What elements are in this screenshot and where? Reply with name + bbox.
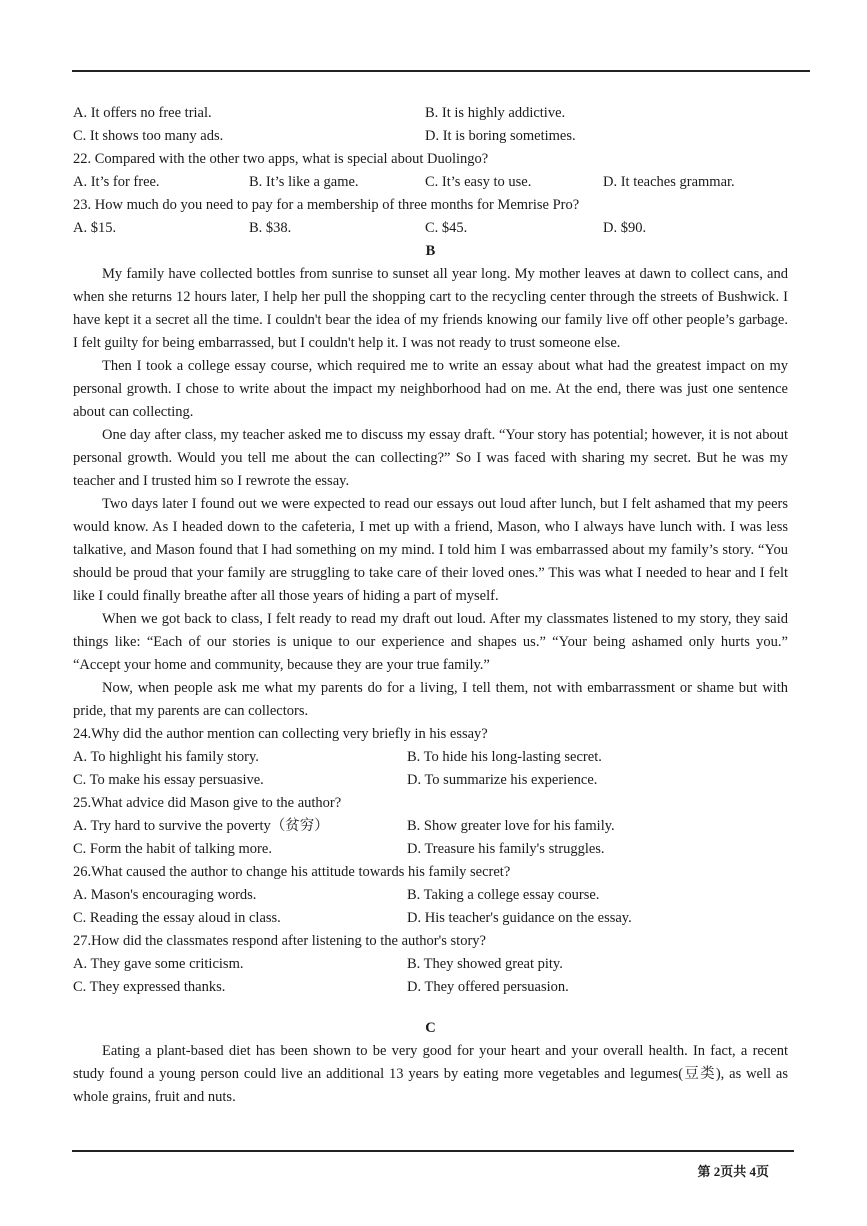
q26-options-row-1 [73, 884, 788, 907]
section-b-paragraph-4: Two days later I found out we were expected to read our essays out loud after lunch, but I felt ashamed that my peers would know. As I headed down to the cafeteria, I met up with a friend, Mason, who I always have lunch with. I was less talkative, and Mason found that I had something on my mind. I told him I was embarrassed about my family’s story. “You should be proud that your family are struggling to take care of their loved ones.” This was what I needed to hear and I felt like I could finally breathe after all those years of hiding a part of myself. [73, 496, 788, 604]
footer-rule [72, 1150, 794, 1152]
q27-option-a: A. They gave some criticism. [73, 956, 244, 972]
q27-option-d: D. They offered persuasion. [407, 979, 569, 995]
section-b-paragraph-1: My family have collected bottles from sunrise to sunset all year long. My mother leaves at dawn to collect cans, and when she returns 12 hours later, I help her pull the shopping cart to the recycling center through the streets of Bushwick. I have kept it a secret all the time. I couldn't bear the idea of my friends knowing our family live off other people’s garbage. I felt guilty for being embarrassed, but I couldn't help it. I was not ready to trust someone else. [73, 266, 788, 351]
q27-option-c: C. They expressed thanks. [73, 979, 226, 995]
q22-options-row [73, 171, 788, 194]
q22-option-b: B. It’s like a game. [249, 174, 359, 190]
q22-stem: 22. Compared with the other two apps, what is special about Duolingo? [73, 151, 489, 167]
q23-option-a: A. $15. [73, 220, 117, 236]
section-c-paragraph: Eating a plant-based diet has been shown to be very good for your heart and your overall health. In fact, a recent study found a young person could live an additional 13 years by eating more vegetables and legumes(豆类), as well as whole grains, fruit and nuts. [73, 1043, 788, 1105]
q25-option-b: B. Show greater love for his family. [407, 818, 615, 834]
q21-option-a: A. It offers no free trial. [73, 105, 212, 121]
q22-option-a: A. It’s for free. [73, 174, 160, 190]
q25-stem: 25.What advice did Mason give to the author? [73, 795, 342, 811]
section-b-paragraph-6: Now, when people ask me what my parents do for a living, I tell them, not with embarrassment or shame but with pride, that my parents are can collectors. [73, 680, 788, 719]
q26-option-c: C. Reading the essay aloud in class. [73, 910, 281, 926]
section-b-heading: B [425, 243, 436, 259]
q26-option-a: A. Mason's encouraging words. [73, 887, 257, 903]
q27-stem: 27.How did the classmates respond after listening to the author's story? [73, 933, 486, 949]
q25-option-d: D. Treasure his family's struggles. [407, 841, 605, 857]
q22-option-c: C. It’s easy to use. [425, 174, 532, 190]
q21-options-row-1 [73, 102, 788, 125]
q24-option-a: A. To highlight his family story. [73, 749, 259, 765]
q24-options-row-2 [73, 769, 788, 792]
q23-stem: 23. How much do you need to pay for a membership of three months for Memrise Pro? [73, 197, 580, 213]
q22-option-d: D. It teaches grammar. [603, 174, 735, 190]
section-b-paragraph-5: When we got back to class, I felt ready to read my draft out loud. After my classmates listened to my story, they said things like: “Each of our stories is unique to our experience and shapes us.” “Your being ashamed only hurts you.” “Accept your home and community, because they are your true family.” [73, 611, 788, 673]
q27-options-row-2 [73, 976, 788, 999]
exam-page [73, 102, 788, 1109]
q24-stem: 24.Why did the author mention can collecting very briefly in his essay? [73, 726, 488, 742]
q27-options-row-1 [73, 953, 788, 976]
q23-option-b: B. $38. [249, 220, 292, 236]
q24-options-row-1 [73, 746, 788, 769]
q23-option-c: C. $45. [425, 220, 468, 236]
q23-option-d: D. $90. [603, 220, 647, 236]
q26-stem: 26.What caused the author to change his attitude towards his family secret? [73, 864, 511, 880]
q26-option-d: D. His teacher's guidance on the essay. [407, 910, 632, 926]
header-rule [72, 70, 810, 72]
q25-options-row-2 [73, 838, 788, 861]
q25-option-a: A. Try hard to survive the poverty（贫穷） [73, 818, 329, 834]
q21-option-c: C. It shows too many ads. [73, 128, 224, 144]
q26-option-b: B. Taking a college essay course. [407, 887, 600, 903]
q26-options-row-2 [73, 907, 788, 930]
section-c-heading: C [425, 1020, 436, 1036]
q25-options-row-1 [73, 815, 788, 838]
section-b-paragraph-3: One day after class, my teacher asked me to discuss my essay draft. “Your story has potential; however, it is not about personal growth. Would you tell me about the can collecting?” So I was faced with sharing my secret. But he was my teacher and I trusted him so I rewrote the essay. [73, 427, 788, 489]
q23-options-row [73, 217, 788, 240]
q24-option-d: D. To summarize his experience. [407, 772, 598, 788]
q24-option-b: B. To hide his long-lasting secret. [407, 749, 602, 765]
section-b-paragraph-2: Then I took a college essay course, which required me to write an essay about what had the greatest impact on my personal growth. I chose to write about the impact my neighborhood had on me. At the end, there was just one sentence about can collecting. [73, 358, 788, 420]
q27-option-b: B. They showed great pity. [407, 956, 563, 972]
q25-option-c: C. Form the habit of talking more. [73, 841, 272, 857]
q21-option-b: B. It is highly addictive. [425, 105, 566, 121]
q21-option-d: D. It is boring sometimes. [425, 128, 576, 144]
q24-option-c: C. To make his essay persuasive. [73, 772, 264, 788]
page-number: 第 2页共 4页 [697, 1164, 769, 1179]
q21-options-row-2 [73, 125, 788, 148]
